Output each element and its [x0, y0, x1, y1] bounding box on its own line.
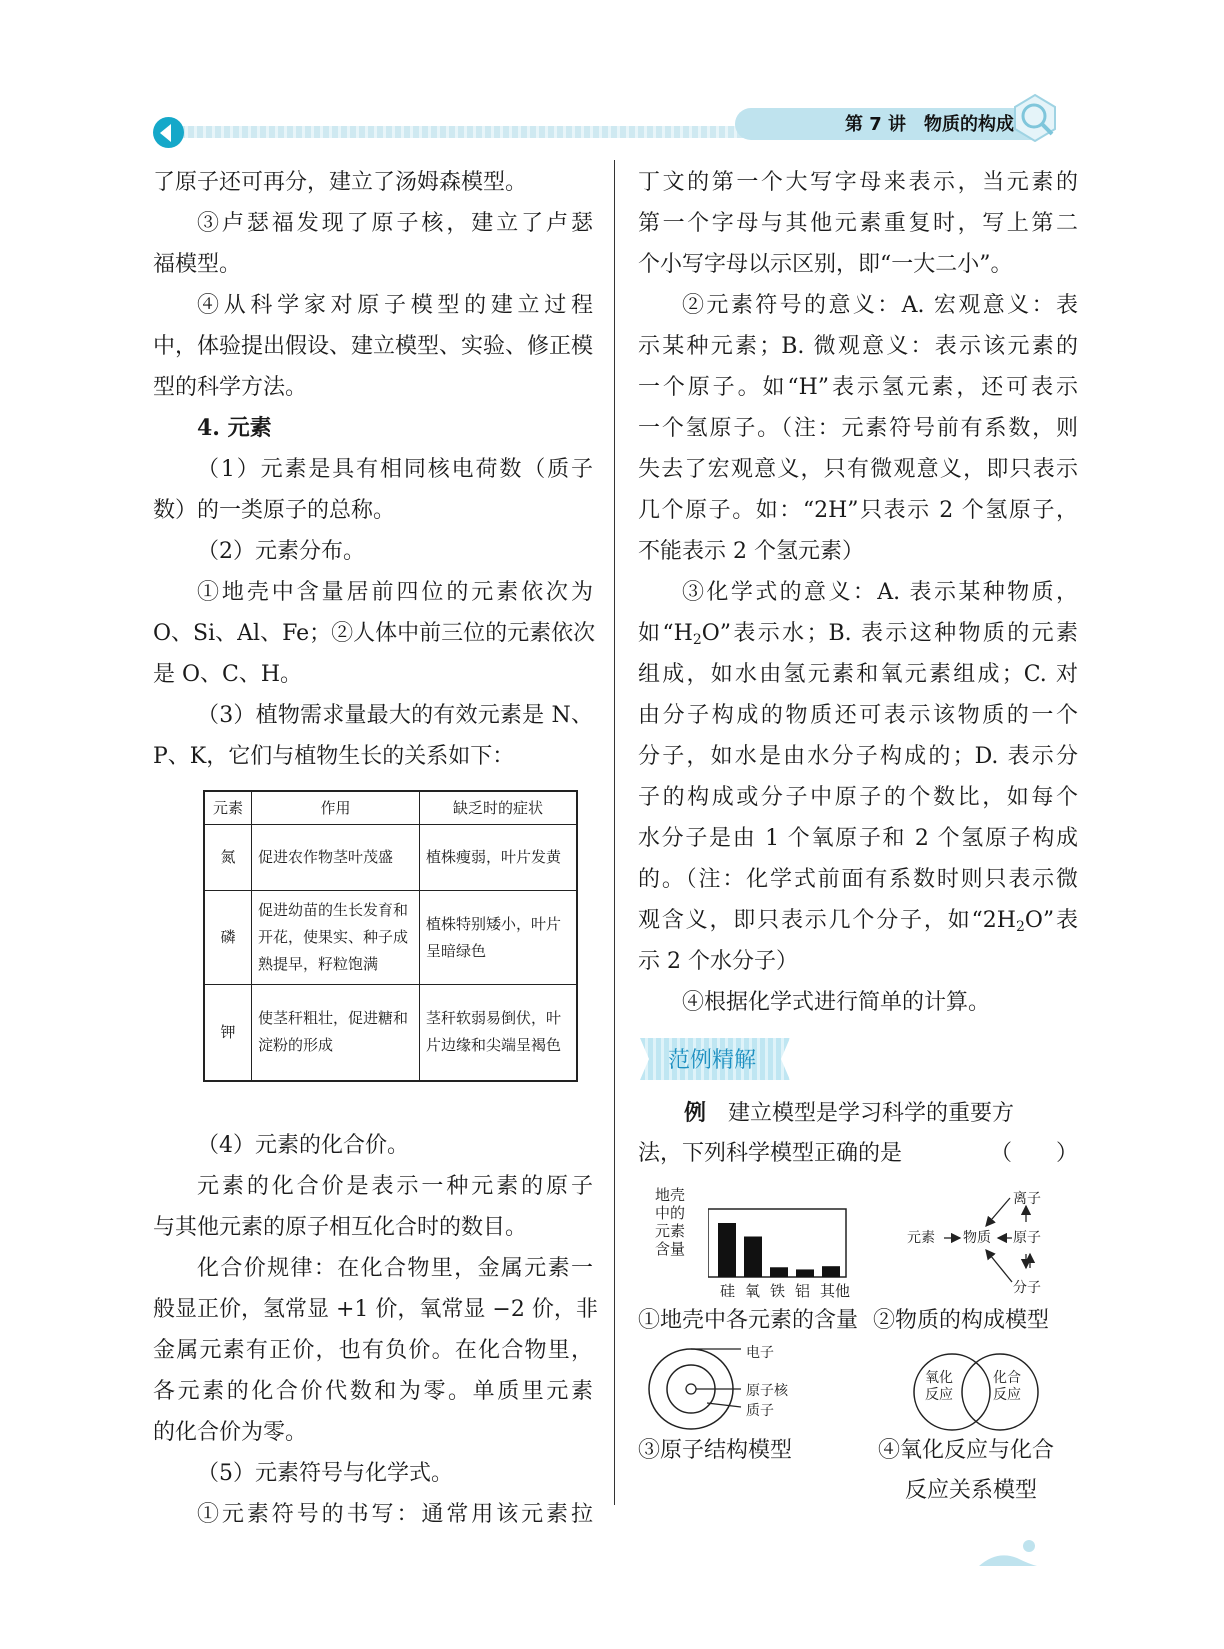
fig4-left-label: [925, 1370, 953, 1404]
table-cell: 使茎秆粗壮，促进糖和淀粉的形成: [252, 985, 420, 1081]
fig2-label-molecule: 分子: [1013, 1280, 1041, 1296]
text-line: 的化合价为零。: [153, 1420, 308, 1445]
fig1-ylabel-line: 元素: [654, 1222, 685, 1240]
fig1-category-label: 铁: [769, 1282, 785, 1300]
text-line: 与其他元素的原子相互化合时的数目。: [153, 1215, 528, 1240]
text-line: 不能表示 2 个氢元素）: [638, 539, 864, 564]
table-row: [204, 825, 577, 891]
fig2-caption: ②物质的构成模型: [873, 1308, 1050, 1333]
table-cell: 促进农作物茎叶茂盛: [252, 825, 420, 891]
fig3-caption: ③原子结构模型: [638, 1438, 793, 1463]
text-line: 型的科学方法。: [153, 375, 308, 400]
text-span: 如“H: [638, 621, 693, 646]
table-cell: 促进幼苗的生长发育和开花，使果实、种子成熟提早，籽粒饱满: [252, 891, 420, 985]
table-header-cell: 元素: [204, 791, 252, 825]
text-line: 般显正价，氢常显 +1 价，氧常显 −2 价，非: [153, 1297, 598, 1322]
fig3-label: 原子核: [746, 1383, 788, 1399]
fig1-bar: [770, 1267, 788, 1277]
left-paragraphs: [153, 162, 596, 777]
fig4-left-line: 氧化: [925, 1370, 953, 1386]
table-cell: 磷: [204, 891, 252, 985]
fig1-ylabel: [645, 1186, 695, 1258]
text-line: 了原子还可再分，建立了汤姆森模型。: [153, 170, 528, 195]
text-line: 的。（注：化学式前面有系数时则只表示微: [638, 867, 1078, 892]
text-line: ③化学式的意义：A. 表示某种物质，: [682, 580, 1078, 605]
fig4-caption-1: ④氧化反应与化合: [878, 1438, 1055, 1463]
example-line-2: 法，下列科学模型正确的是: [638, 1141, 903, 1166]
example-prefix: 例: [684, 1100, 707, 1126]
text-line: 中，体验提出假设、建立模型、实验、修正模: [153, 334, 594, 359]
text-line: 一个原子。如“H”表示氢元素，还可表示: [638, 375, 1078, 400]
text-line: 由分子构成的物质还可表示该物质的一个: [638, 703, 1078, 728]
fig1-bar: [718, 1223, 736, 1277]
text-line: （4）元素的化合价。: [197, 1133, 409, 1158]
text-line: [638, 613, 1078, 654]
right-column: [638, 162, 1078, 1023]
text-line: ②元素符号的意义：A. 宏观意义：表: [682, 293, 1078, 318]
text-line: 是 O、C、H。: [153, 662, 303, 687]
fig1-category-label: 其他: [819, 1282, 850, 1300]
table-row: [204, 891, 577, 985]
text-span: O”表: [1024, 908, 1078, 933]
fig1-category-label: 氧: [744, 1282, 760, 1300]
fig1-bar: [744, 1237, 762, 1278]
fig2-label-atom: 原子: [1013, 1230, 1041, 1246]
fig1-bar-chart: [708, 1208, 848, 1278]
fig4-right-line: 化合: [993, 1370, 1021, 1386]
nutrient-table: [203, 790, 578, 1082]
table-header-cell: 作用: [252, 791, 420, 825]
text-line: 失去了宏观意义，只有微观意义，即只表示: [638, 457, 1078, 482]
subscript: 2: [692, 632, 702, 648]
text-line: （1）元素是具有相同核电荷数（质子: [197, 457, 593, 482]
text-line: P、K，它们与植物生长的关系如下：: [153, 744, 515, 769]
fig2-label-ion: 离子: [1013, 1191, 1041, 1207]
text-line: 第一个字母与其他元素重复时，写上第二: [638, 211, 1078, 236]
text-line: （5）元素符号与化学式。: [197, 1461, 453, 1486]
fig1-caption: ①地壳中各元素的含量: [638, 1308, 859, 1333]
text-span: O”表示水；B. 表示这种物质的元素: [701, 621, 1079, 646]
table-cell: 钾: [204, 985, 252, 1081]
text-line: 福模型。: [153, 252, 242, 277]
text-line: ④从科学家对原子模型的建立过程: [197, 293, 593, 318]
table-cell: 植株特别矮小，叶片呈暗绿色: [420, 891, 578, 985]
example-text: 建立模型是学习科学的重要方: [728, 1101, 1015, 1126]
text-line: 子的构成或分子中原子的个数比，如每个: [638, 785, 1078, 810]
text-line: 个小写字母以示区别，即“一大二小”。: [638, 252, 1013, 277]
fig3-label: 质子: [746, 1403, 774, 1419]
right-paragraphs-2: [638, 654, 1078, 900]
text-span: 观含义，即只表示几个分子，如“2H: [638, 908, 1016, 933]
text-line: 示某种元素；B. 微观意义：表示该元素的: [638, 334, 1078, 359]
section-label: 范例精解: [668, 1048, 757, 1073]
fig3-label: 电子: [746, 1345, 774, 1361]
text-line: 示 2 个水分子）: [638, 949, 798, 974]
table-cell: 氮: [204, 825, 252, 891]
text-line: O、Si、Al、Fe；②人体中前三位的元素依次: [153, 621, 596, 646]
right-paragraphs: [638, 162, 1078, 613]
table-row: [204, 985, 577, 1081]
magnifier-icon: [1010, 92, 1060, 142]
fig1-ylabel-line: 含量: [654, 1240, 685, 1258]
text-line: 元素的化合价是表示一种元素的原子: [197, 1174, 593, 1199]
fig1-category-label: 硅: [720, 1282, 736, 1300]
fig1-bar: [796, 1269, 814, 1277]
fig4-right-line: 反应: [993, 1387, 1021, 1403]
example-line-1: [684, 1096, 1014, 1127]
text-line: 金属元素有正价，也有负价。在化合物里，: [153, 1338, 593, 1363]
fig1-category-label: 铝: [794, 1282, 810, 1300]
fig1-ylabel-line: 地壳: [654, 1186, 685, 1204]
fig4-left-line: 反应: [925, 1387, 953, 1403]
text-line: ④根据化学式进行简单的计算。: [682, 990, 991, 1015]
fig1-ylabel-line: 中的: [654, 1204, 685, 1222]
text-line: 一个氢原子。（注：元素符号前有系数，则: [638, 416, 1078, 441]
text-line: 水分子是由 1 个氧原子和 2 个氢原子构成: [638, 826, 1078, 851]
text-line: 几个原子。如：“2H”只表示 2 个氢原子，: [638, 498, 1078, 523]
text-line: 分子，如水是由水分子构成的；D. 表示分: [638, 744, 1078, 769]
text-line: ①地壳中含量居前四位的元素依次为: [197, 580, 593, 605]
text-line: 4. 元素: [197, 415, 272, 441]
table-header-row: [204, 791, 577, 825]
text-line: （3）植物需求量最大的有效元素是 N、: [197, 703, 593, 728]
right-paragraphs-3: [638, 941, 1078, 1023]
text-line: [638, 900, 1078, 941]
text-line: 数）的一类原子的总称。: [153, 498, 396, 523]
text-line: 丁文的第一个大写字母来表示，当元素的: [638, 170, 1078, 195]
chapter-title: 第 7 讲 物质的构成: [845, 114, 1015, 135]
fig1-bar: [822, 1266, 840, 1277]
table-header-cell: 缺乏时的症状: [420, 791, 578, 825]
text-line: 化合价规律：在化合物里，金属元素一: [197, 1256, 593, 1281]
text-line: 各元素的化合价代数和为零。单质里元素: [153, 1379, 593, 1404]
page-number: 41: [987, 1535, 1010, 1556]
answer-parentheses[interactable]: （ ）: [990, 1141, 1079, 1166]
text-line: （2）元素分布。: [197, 539, 365, 564]
text-line: 组成，如水由氢元素和氧元素组成；C. 对: [638, 662, 1078, 687]
table-cell: 茎秆软弱易倒伏，叶片边缘和尖端呈褐色: [420, 985, 578, 1081]
fig4-right-label: [993, 1370, 1021, 1404]
subscript: 2: [1015, 919, 1025, 935]
fig1-categories: [720, 1280, 850, 1301]
text-line: ③卢瑟福发现了原子核，建立了卢瑟: [197, 211, 593, 236]
fig2-label-substance: 物质: [963, 1230, 991, 1246]
left-paragraphs-2: [153, 1125, 598, 1535]
fig2-label-element: 元素: [907, 1230, 935, 1246]
back-arrow-shape: [160, 124, 171, 142]
table-cell: 植株瘦弱，叶片发黄: [420, 825, 578, 891]
column-divider: [614, 160, 615, 1505]
text-line: ①元素符号的书写：通常用该元素拉: [197, 1502, 593, 1527]
fig4-caption-2: 反应关系模型: [905, 1478, 1038, 1503]
